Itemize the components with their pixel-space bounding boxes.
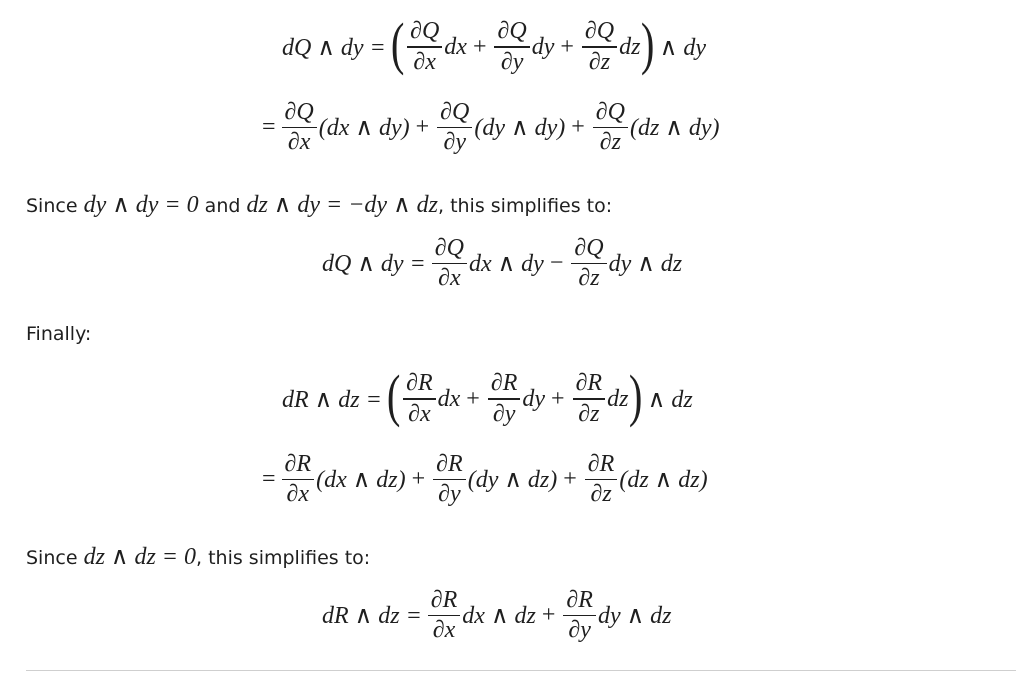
eq4-var-2: dy bbox=[522, 385, 546, 412]
eq4-var-1: dx bbox=[437, 385, 461, 412]
eq4-close-paren: ) bbox=[629, 363, 643, 428]
eq6-plus: + bbox=[541, 602, 556, 629]
equation-dr-distributed bbox=[262, 452, 708, 508]
eq5-plus-1: + bbox=[411, 466, 426, 493]
eq3-lhs: dQ ∧ dy = bbox=[322, 251, 426, 278]
equation-dr-simplified bbox=[322, 588, 672, 644]
equation-dq-distributed bbox=[262, 100, 720, 156]
eq4-open-paren: ( bbox=[386, 363, 401, 428]
equation-dq-simplified bbox=[322, 236, 682, 292]
eq6-frac-1: $\frac{\partial R}{\partial x}$ bbox=[428, 588, 461, 644]
eq1-frac-3: $\frac{\partial Q}{\partial z}$ bbox=[582, 19, 617, 75]
eq4-frac-2: $\frac{\partial R}{\partial y}$ bbox=[488, 371, 521, 427]
eq1-tail: ∧ dy bbox=[659, 34, 706, 61]
eq2-frac-2: $\frac{\partial Q}{\partial y}$ bbox=[437, 100, 472, 156]
text1-suffix: , this simplifies to: bbox=[437, 195, 613, 217]
text1-and: and bbox=[198, 195, 247, 217]
text3-suffix: , this simplifies to: bbox=[196, 547, 371, 569]
eq4-plus-1: + bbox=[466, 385, 480, 412]
eq3-frac-1: $\frac{\partial Q}{\partial x}$ bbox=[432, 236, 467, 292]
eq1-lhs: dQ ∧ dy = bbox=[282, 34, 386, 61]
paragraph-since-1 bbox=[26, 190, 612, 219]
eq2-frac-1: $\frac{\partial Q}{\partial x}$ bbox=[282, 100, 317, 156]
eq5-equals: = bbox=[262, 466, 276, 493]
eq6-var-2: dy ∧ dz bbox=[597, 603, 672, 630]
eq5-frac-3: $\frac{\partial R}{\partial z}$ bbox=[585, 452, 618, 508]
paragraph-since-2 bbox=[26, 542, 370, 571]
eq5-paren-2: (dy ∧ dz) bbox=[467, 467, 558, 494]
eq5-paren-1: (dx ∧ dz) bbox=[316, 467, 406, 494]
eq1-close-paren: ) bbox=[641, 11, 655, 76]
eq2-paren-2: (dy ∧ dy) bbox=[474, 115, 566, 142]
eq4-frac-1: $\frac{\partial R}{\partial x}$ bbox=[403, 371, 436, 427]
eq1-open-paren: ( bbox=[390, 11, 405, 76]
eq6-lhs: dR ∧ dz = bbox=[322, 603, 422, 630]
equation-dr-expansion bbox=[282, 363, 693, 428]
text1-prefix: Since bbox=[26, 195, 84, 217]
eq2-equals: = bbox=[262, 114, 276, 141]
paragraph-finally: Finally: bbox=[26, 323, 92, 345]
eq4-frac-3: $\frac{\partial R}{\partial z}$ bbox=[573, 371, 606, 427]
eq5-paren-3: (dz ∧ dz) bbox=[619, 467, 708, 494]
eq6-frac-2: $\frac{\partial R}{\partial y}$ bbox=[563, 588, 596, 644]
text1-math-2: dz ∧ dy = −dy ∧ dz bbox=[246, 192, 438, 218]
eq1-plus-1: + bbox=[472, 33, 487, 60]
eq6-var-1: dx ∧ dz bbox=[462, 603, 536, 630]
eq2-plus-2: + bbox=[571, 114, 585, 141]
eq1-plus-2: + bbox=[560, 33, 574, 60]
text3-prefix: Since bbox=[26, 547, 84, 569]
eq5-frac-2: $\frac{\partial R}{\partial y}$ bbox=[433, 452, 466, 508]
eq1-var-3: dz bbox=[619, 33, 641, 60]
eq2-frac-3: $\frac{\partial Q}{\partial z}$ bbox=[593, 100, 628, 156]
eq5-frac-1: $\frac{\partial R}{\partial x}$ bbox=[282, 452, 315, 508]
eq4-var-3: dz bbox=[607, 385, 629, 412]
eq3-frac-2: $\frac{\partial Q}{\partial z}$ bbox=[571, 236, 606, 292]
eq1-var-2: dy bbox=[531, 33, 555, 60]
eq3-var-1: dx ∧ dy bbox=[468, 251, 544, 278]
eq4-plus-2: + bbox=[551, 385, 565, 412]
eq1-frac-1: $\frac{\partial Q}{\partial x}$ bbox=[407, 19, 442, 75]
eq5-plus-2: + bbox=[563, 466, 577, 493]
text1-math-1: dy ∧ dy = 0 bbox=[83, 192, 199, 218]
eq4-lhs: dR ∧ dz = bbox=[282, 386, 382, 413]
eq4-tail: ∧ dz bbox=[647, 386, 693, 413]
equation-dq-expansion bbox=[282, 11, 706, 76]
eq2-paren-1: (dx ∧ dy) bbox=[318, 115, 410, 142]
eq1-frac-2: $\frac{\partial Q}{\partial y}$ bbox=[494, 19, 529, 75]
horizontal-divider bbox=[26, 670, 1016, 671]
eq2-plus-1: + bbox=[415, 114, 430, 141]
eq1-var-1: dx bbox=[444, 33, 467, 60]
eq2-paren-3: (dz ∧ dy) bbox=[629, 115, 720, 142]
text3-math-1: dz ∧ dz = 0 bbox=[83, 544, 197, 570]
eq3-minus: − bbox=[549, 250, 564, 277]
eq3-var-2: dy ∧ dz bbox=[608, 251, 683, 278]
